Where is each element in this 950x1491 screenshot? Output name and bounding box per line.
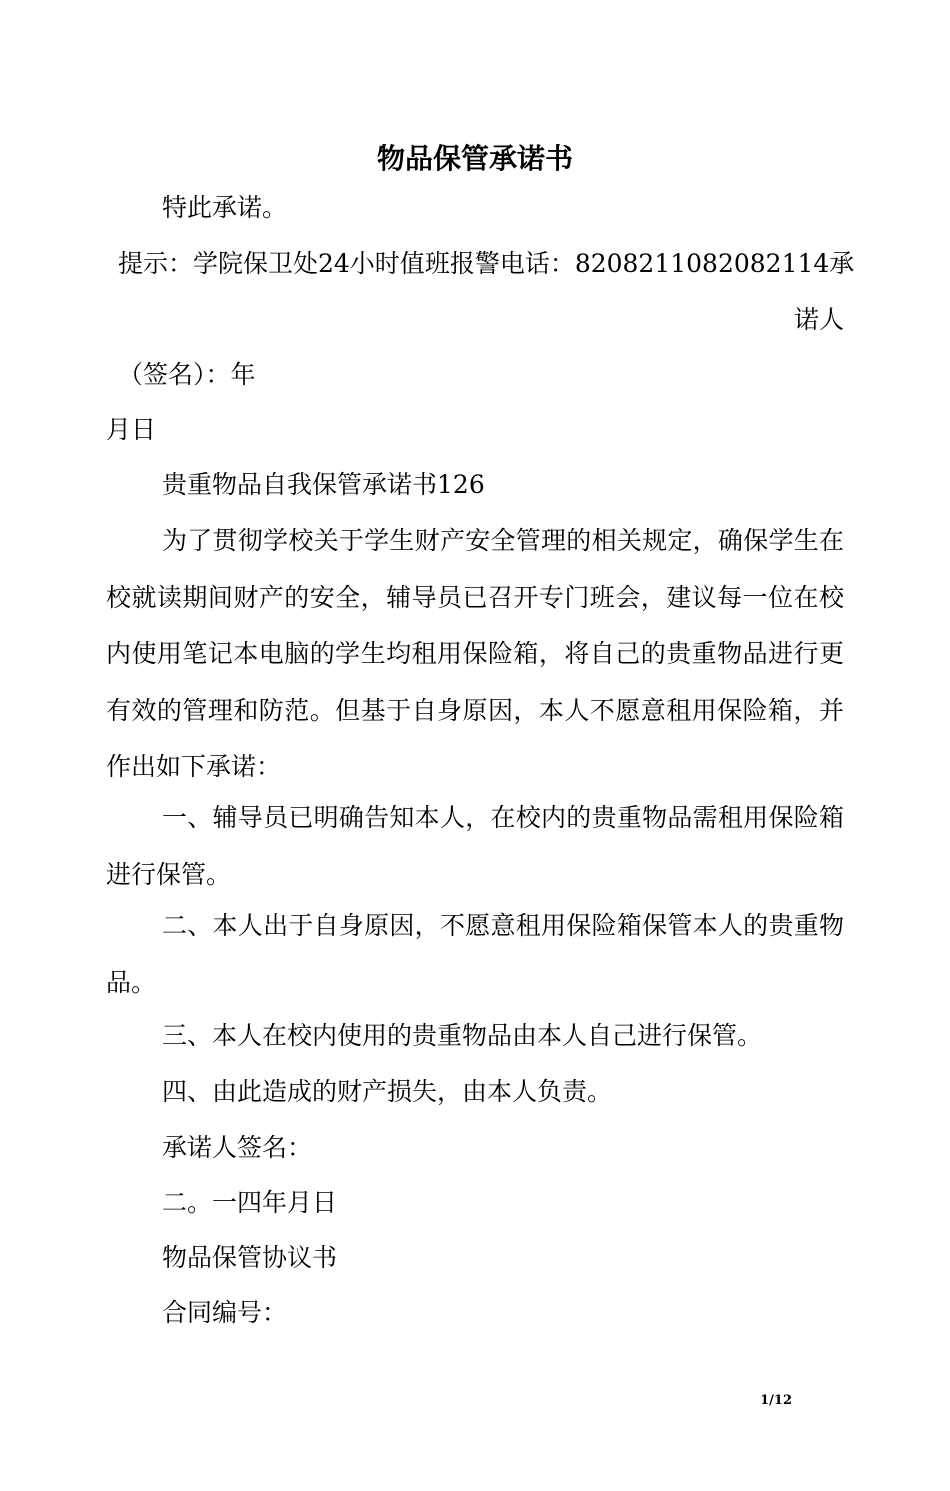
text-line: 四、由此造成的财产损失，由本人负责。	[162, 1077, 613, 1106]
text-line: 物品保管协议书	[162, 1243, 338, 1272]
text-line: 贵重物品自我保管承诺书126	[162, 470, 485, 499]
text-line: 月日	[106, 415, 157, 444]
page-number: 1/12	[760, 1393, 792, 1408]
text-line: 特此承诺。	[162, 193, 288, 222]
paragraph: 二、本人出于自身原因，不愿意租用保险箱保管本人的贵重物品。	[106, 911, 844, 997]
paragraph: 一、辅导员已明确告知本人，在校内的贵重物品需租用保险箱进行保管。	[106, 803, 844, 889]
text-line: 诺人	[793, 305, 844, 334]
text-line: 二。一四年月日	[162, 1188, 338, 1217]
text-line: 合同编号：	[162, 1298, 288, 1327]
document-title: 物品保管承诺书	[376, 142, 573, 175]
paragraph: 为了贯彻学校关于学生财产安全管理的相关规定，确保学生在校就读期间财产的安全，辅导员已召开专门班会，建议每一位在校内使用笔记本电脑的学生均租用保险箱，将自己的贵重物品进行更有效的管理和防范。但基于自身原因，本人不愿意租用保险箱，并作出如下承诺：	[106, 526, 844, 781]
text-line: 三、本人在校内使用的贵重物品由本人自己进行保管。	[162, 1021, 763, 1050]
text-line: 承诺人签名：	[162, 1133, 313, 1162]
text-line: （签名）：年	[118, 360, 256, 389]
text-line: 提示：学院保卫处24小时值班报警电话：8208211082082114承	[118, 249, 855, 278]
